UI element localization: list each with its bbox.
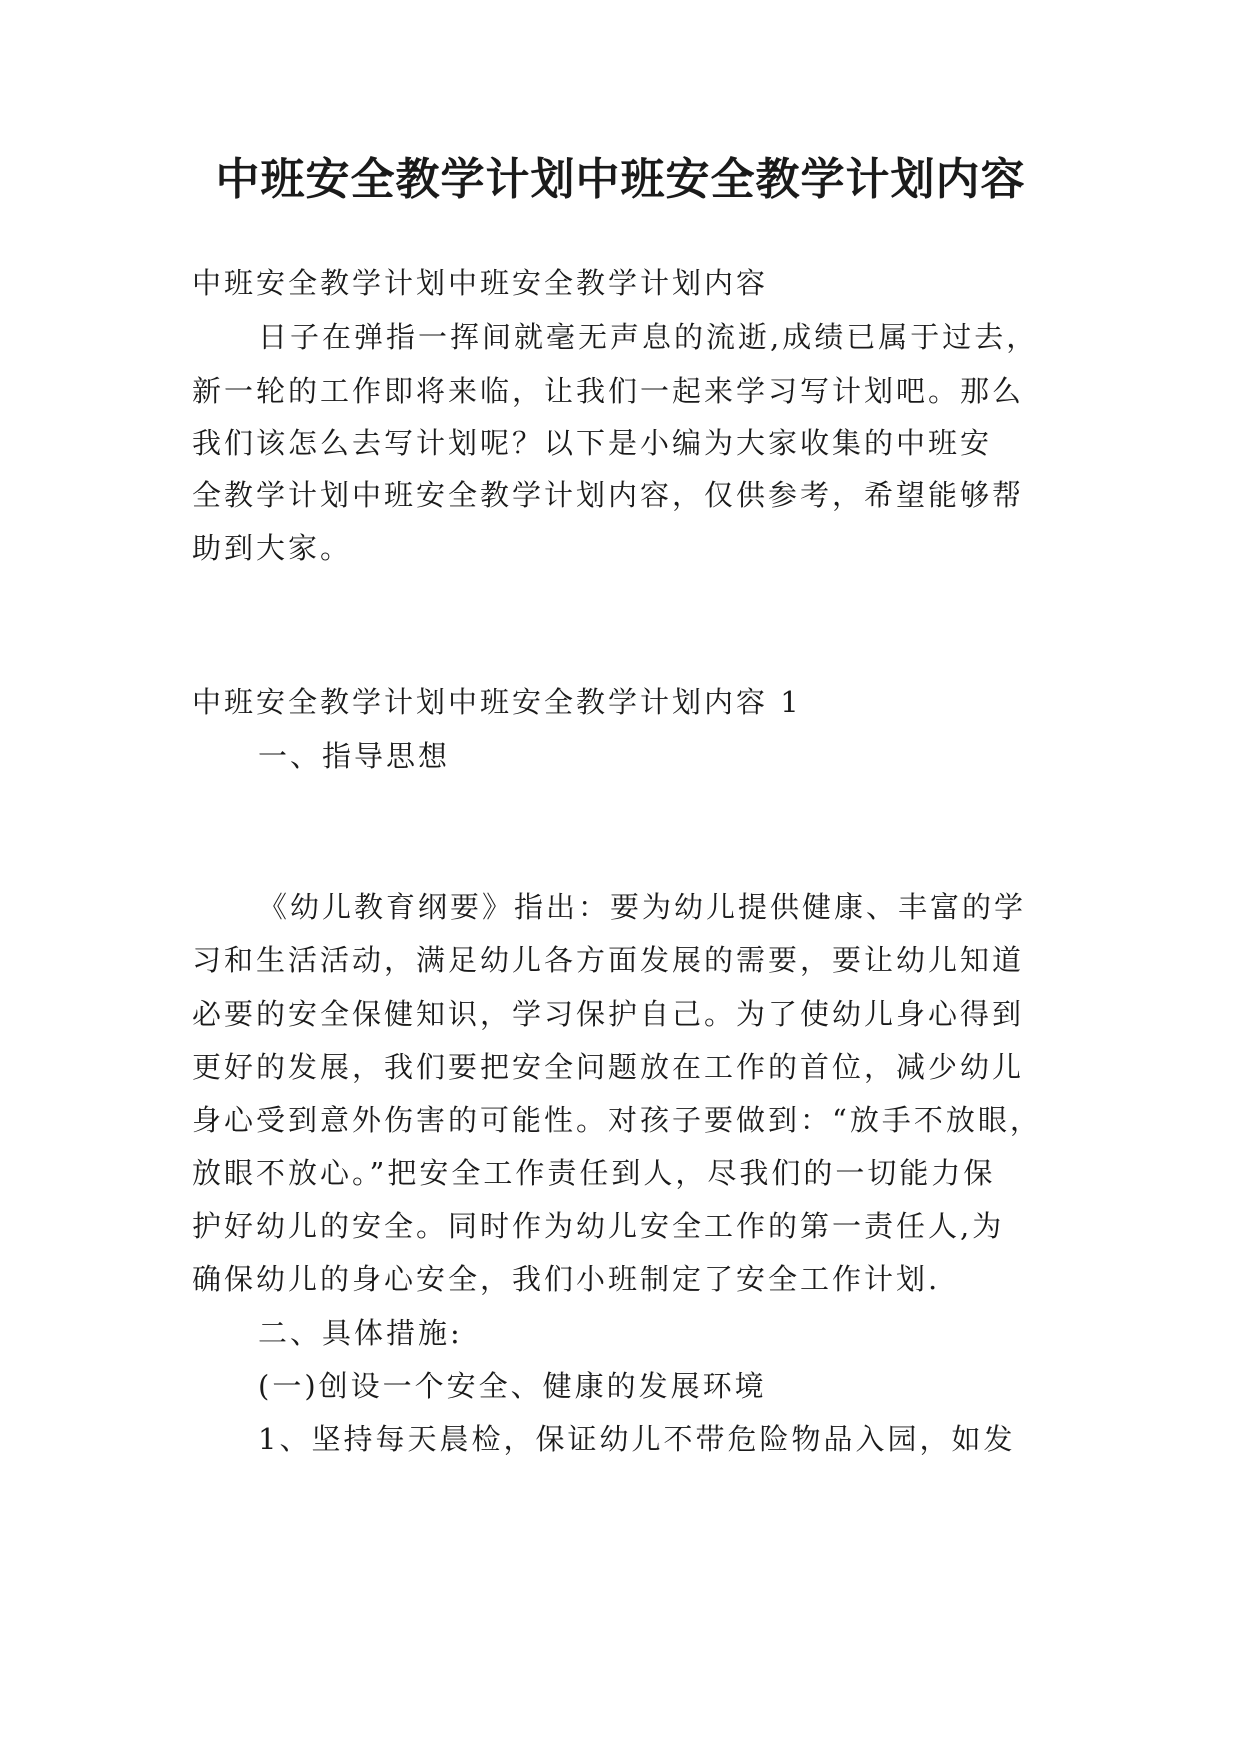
part1-heading: 一、指导思想 <box>258 739 451 773</box>
part1-line-7: 护好幼儿的安全。同时作为幼儿安全工作的第一责任人,为 <box>192 1209 1005 1243</box>
part1-line-8: 确保幼儿的身心安全，我们小班制定了安全工作计划. <box>192 1262 941 1296</box>
part1-line-6: 放眼不放心。”把安全工作责任到人，尽我们的一切能力保 <box>192 1156 996 1190</box>
section-heading: 中班安全教学计划中班安全教学计划内容 1 <box>192 685 802 719</box>
part2-sub-heading: (一)创设一个安全、健康的发展环境 <box>258 1369 767 1403</box>
part1-line-1: 《幼儿教育纲要》指出：要为幼儿提供健康、丰富的学 <box>258 890 1027 924</box>
document-title: 中班安全教学计划中班安全教学计划内容 <box>215 154 1026 205</box>
intro-line-4: 全教学计划中班安全教学计划内容，仅供参考，希望能够帮 <box>192 478 1025 512</box>
intro-line-1: 日子在弹指一挥间就毫无声息的流逝,成绩已属于过去， <box>258 320 1039 354</box>
intro-line-2: 新一轮的工作即将来临，让我们一起来学习写计划吧。那么 <box>192 374 1025 408</box>
part1-line-5: 身心受到意外伤害的可能性。对孩子要做到：“放手不放眼， <box>192 1103 1042 1137</box>
part2-heading: 二、具体措施: <box>258 1316 463 1350</box>
part2-item-1: 1、坚持每天晨检，保证幼儿不带危险物品入园，如发 <box>258 1422 1016 1456</box>
part1-line-2: 习和生活活动，满足幼儿各方面发展的需要，要让幼儿知道 <box>192 943 1025 977</box>
intro-line-3: 我们该怎么去写计划呢？以下是小编为大家收集的中班安 <box>192 426 993 460</box>
part1-line-3: 必要的安全保健知识，学习保护自己。为了使幼儿身心得到 <box>192 997 1025 1031</box>
intro-line-5: 助到大家。 <box>192 531 353 565</box>
document-subtitle: 中班安全教学计划中班安全教学计划内容 <box>192 266 769 300</box>
part1-line-4: 更好的发展，我们要把安全问题放在工作的首位，减少幼儿 <box>192 1050 1025 1084</box>
